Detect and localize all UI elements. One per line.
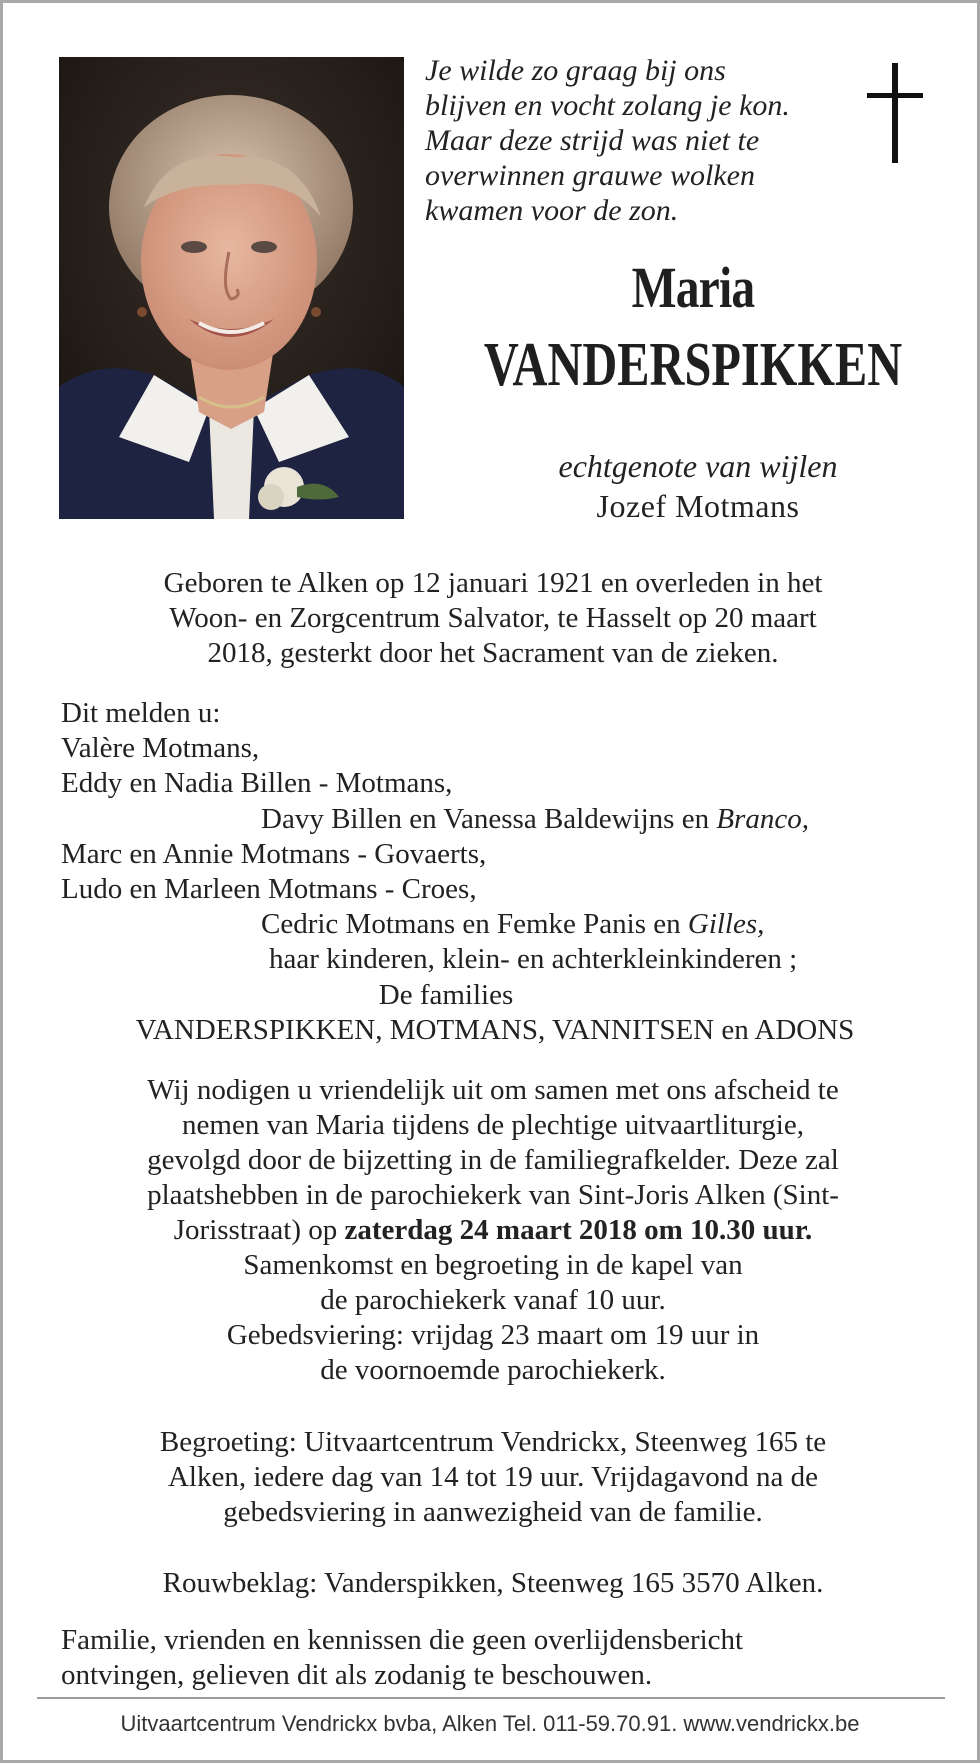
- poem-line: Je wilde zo graag bij ons: [425, 54, 726, 87]
- text-line: ontvingen, gelieven dit als zodanig te beschouwen.: [61, 1659, 653, 1691]
- families-label: De families: [378, 978, 514, 1011]
- text-line: Samenkomst en begroeting in de kapel van: [243, 1249, 743, 1281]
- text-line: Geboren te Alken op 12 januari 1921 en overleden in het: [163, 567, 823, 599]
- text-line: nemen van Maria tijdens de plechtige uitvaartliturgie,: [182, 1109, 804, 1141]
- closing-text: [61, 1623, 941, 1693]
- text-line: Familie, vrienden en kennissen die geen overlijdensbericht: [61, 1624, 744, 1656]
- family-member: Eddy en Nadia Billen - Motmans,: [61, 767, 453, 800]
- text-line: de voornoemde parochiekerk.: [320, 1354, 666, 1386]
- family-member: [61, 907, 941, 942]
- text-line: gebedsviering in aanwezigheid van de familie.: [223, 1496, 763, 1528]
- family-member: [61, 802, 941, 837]
- poem-line: kwamen voor de zon.: [425, 194, 679, 227]
- text-line: Wij nodigen u vriendelijk uit om samen met ons afscheid te: [147, 1074, 839, 1106]
- birth-death-text: [59, 566, 927, 671]
- text-line: de parochiekerk vanaf 10 uur.: [320, 1284, 666, 1316]
- portrait-photo: [59, 57, 404, 519]
- family-member: Valère Motmans,: [61, 732, 260, 765]
- footer-funeral-home: Uitvaartcentrum Vendrickx bvba, Alken Tel. 011-59.70.91. www.vendrickx.be: [120, 1711, 860, 1736]
- family-list: [61, 696, 941, 1048]
- text-line: Woon- en Zorgcentrum Salvator, te Hasselt op 20 maart: [169, 602, 817, 634]
- family-member: Marc en Annie Motmans - Govaerts,: [61, 837, 487, 870]
- footer-divider: [37, 1697, 945, 1699]
- ceremony-text: [59, 1073, 927, 1388]
- greeting-text: [59, 1425, 927, 1530]
- ceremony-date: zaterdag 24 maart 2018 om 10.30 uur.: [344, 1214, 813, 1246]
- family-member-text: Cedric Motmans en Femke Panis en: [261, 908, 688, 941]
- text-line: 2018, gesterkt door het Sacrament van de zieken.: [207, 637, 779, 669]
- poem-line: Maar deze strijd was niet te: [425, 124, 760, 157]
- family-member-child: Gilles,: [687, 908, 765, 941]
- families-names: VANDERSPIKKEN, MOTMANS, VANNITSEN en ADONS: [135, 1013, 855, 1046]
- text-line: Alken, iedere dag van 14 tot 19 uur. Vrijdagavond na de: [167, 1461, 819, 1493]
- text-line-part: Jorisstraat) op: [173, 1214, 345, 1246]
- spouse-name: Jozef Motmans: [596, 488, 800, 524]
- poem-line: blijven en vocht zolang je kon.: [425, 89, 790, 122]
- text-line: plaatshebben in de parochiekerk van Sint-Joris Alken (Sint-: [147, 1179, 839, 1211]
- text-line: gevolgd door de bijzetting in de familiegrafkelder. Deze zal: [147, 1144, 839, 1176]
- spouse-label: echtgenote van wijlen: [558, 448, 838, 484]
- family-member-text: Davy Billen en Vanessa Baldewijns en: [261, 802, 717, 835]
- poem-line: overwinnen grauwe wolken: [425, 159, 755, 192]
- text-line: Gebedsviering: vrijdag 23 maart om 19 uur in: [226, 1319, 760, 1351]
- deceased-last-name: VANDERSPIKKEN: [483, 331, 903, 399]
- portrait-illustration: [59, 57, 404, 519]
- text-line: [59, 1213, 927, 1248]
- condolences-address: Rouwbeklag: Vanderspikken, Steenweg 165 3570 Alken.: [162, 1567, 824, 1599]
- deceased-first-name: Maria: [631, 255, 755, 320]
- family-intro: Dit melden u:: [61, 697, 221, 729]
- cross-icon: [865, 63, 925, 168]
- poem: [425, 53, 845, 228]
- family-member-child: Branco,: [716, 802, 809, 835]
- family-relation: haar kinderen, klein- en achterkleinkinderen ;: [269, 943, 798, 976]
- text-line: Begroeting: Uitvaartcentrum Vendrickx, Steenweg 165 te: [159, 1426, 827, 1458]
- family-member: Ludo en Marleen Motmans - Croes,: [61, 873, 477, 906]
